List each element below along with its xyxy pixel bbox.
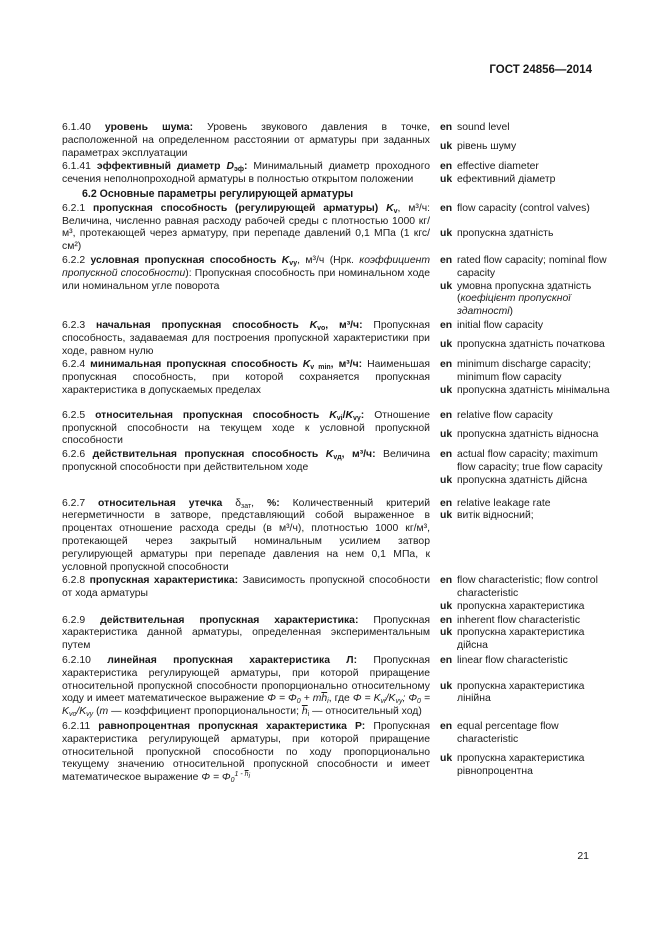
subs-i: i <box>327 698 329 706</box>
section-heading: 6.2 Основные параметры регулирующей арматуры <box>82 187 354 200</box>
e7-num: 6.2.7 <box>62 497 86 509</box>
lang-en: en <box>440 655 453 667</box>
term-translations <box>440 161 617 187</box>
lang-uk: uk <box>440 510 453 522</box>
lang-en: en <box>440 497 453 509</box>
term-translations <box>440 615 617 653</box>
units-K: K <box>79 706 87 718</box>
e10-f_h: $\overline{h}$ <box>244 771 249 779</box>
subs-o: 0 <box>230 777 235 785</box>
units-K: K <box>386 202 394 214</box>
term-entry <box>62 410 607 448</box>
units-phi: Φ <box>352 693 362 705</box>
lang-en: en <box>440 721 453 733</box>
term-translations <box>440 449 617 487</box>
page-number: 21 <box>577 850 589 862</box>
e10-uk: пропускна характеристика лінійна <box>457 680 585 705</box>
e3-sub: vo <box>317 324 326 332</box>
term-definition <box>62 721 430 785</box>
term-translations <box>440 359 617 397</box>
units-K: K <box>345 409 353 421</box>
document-header: ГОСТ 24856—2014 <box>489 64 592 76</box>
term-entry <box>62 498 607 575</box>
e40-uk: рівень шуму <box>457 141 517 153</box>
term-translations <box>440 498 617 575</box>
term-entry <box>62 203 607 254</box>
e4-term: минимальная пропускная способность <box>90 359 298 371</box>
e6-uk: пропускна здатність дійсна <box>457 474 588 486</box>
e4-sub: v min <box>310 364 331 372</box>
units-m3h: м³/ч <box>339 319 360 331</box>
term-entry <box>62 655 607 719</box>
e1-en: flow capacity (control valves) <box>457 202 590 214</box>
e10-num: 6.2.10 <box>62 655 91 667</box>
e6-sub: vд <box>333 454 342 462</box>
e9-en: inherent flow characteristic <box>457 614 581 626</box>
lang-en: en <box>440 359 453 371</box>
e40-num: 6.1.40 <box>62 122 91 133</box>
lang-en: en <box>440 122 453 133</box>
e9-uk: пропускна характеристика дійсна <box>457 627 585 652</box>
e1-uk: пропускна здатність <box>457 228 554 240</box>
units-phi: Φ <box>201 772 211 784</box>
subs-vo: vo <box>68 711 77 719</box>
e5-sub1: vi <box>336 414 343 422</box>
e4-en: minimum discharge capacity; minimum flow capacity <box>457 359 591 384</box>
lang-uk: uk <box>440 627 453 639</box>
e6-term: действительная пропускная способность <box>92 449 319 461</box>
term-translations <box>440 721 617 785</box>
lang-uk: uk <box>440 339 453 351</box>
lang-en: en <box>440 614 453 626</box>
e11-en: equal percentage flow characteristic <box>457 721 559 745</box>
units-phi: Φ <box>288 693 297 705</box>
units-K: K <box>302 359 311 371</box>
ops-slash: / <box>385 693 389 705</box>
units-K: K <box>62 706 69 718</box>
lang-en: en <box>440 254 453 266</box>
subs-vy: vy <box>86 711 94 719</box>
term-entry <box>62 449 607 487</box>
document-body <box>62 122 610 786</box>
e40-term: уровень шума: <box>104 122 194 133</box>
lang-uk: uk <box>440 680 453 692</box>
e3-num: 6.2.3 <box>62 319 86 331</box>
term-translations <box>440 203 617 254</box>
e1-term: пропускная способность (регулирующей арматуры) <box>92 202 379 214</box>
e5-sub2: vy <box>352 414 361 422</box>
units-K: K <box>329 409 337 421</box>
term-translations <box>440 320 617 358</box>
subs-vy: vy <box>395 698 403 706</box>
e2-en: rated flow capacity; nominal flow capacity <box>457 254 607 279</box>
e41-en: effective diameter <box>457 161 539 173</box>
e10-f_where: , где <box>328 693 350 705</box>
subs-vi: vi <box>380 698 386 706</box>
e3-en: initial flow capacity <box>457 319 544 331</box>
e10-f_m: m <box>312 693 322 705</box>
e8-def: Зависимость пропускной способности от хода арматуры <box>62 575 431 600</box>
e5-uk: пропускна здатність відносна <box>457 428 599 440</box>
term-definition <box>62 655 430 719</box>
units-K: K <box>325 449 334 461</box>
e10-f_note1: ( <box>96 706 100 718</box>
ops-slash: / <box>76 706 80 718</box>
e40-def: Уровень звукового давления в точке, расположенной на определенном расстоянии от арматуры при заданных параметрах эксплуатации <box>62 122 431 159</box>
lang-en: en <box>440 319 453 331</box>
units-m3h: м³/ч <box>338 359 359 371</box>
term-definition: 6.2.6 действительная пропускная способность $K_{vд}$, м³/ч: Величина пропускной способности при действительном ходе <box>62 449 430 473</box>
e6-def: Величина пропускной способности при действительном ходе <box>62 449 430 473</box>
e41-def: Минимальный диаметр проходного сечения неполнопроходной арматуры в полностью открытом положении <box>62 161 431 186</box>
e6-num: 6.2.6 <box>62 449 86 461</box>
ops-colon: : <box>243 161 248 173</box>
e41-term: эффективный диаметр <box>96 161 221 173</box>
e2-term: условная пропускная способность <box>90 254 277 266</box>
e3-term: начальная пропускная способность <box>95 319 299 331</box>
e41-sub: эф <box>233 166 244 174</box>
e9-num: 6.2.9 <box>62 614 86 626</box>
term-translations <box>440 122 617 160</box>
units-K: K <box>388 693 396 705</box>
term-entry <box>62 721 607 785</box>
e2-uk_end: ) <box>509 306 514 318</box>
e2-nrk: (Нрк. <box>329 254 354 266</box>
formula <box>267 693 329 704</box>
units-K: K <box>309 319 318 331</box>
lang-uk: uk <box>440 600 453 612</box>
lang-en: en <box>440 202 453 214</box>
lang-uk: uk <box>440 228 453 240</box>
term-definition: 6.2.7 относительная утечка $\delta_{зат}$, %: Количественный критерий негерметичности в затворе, представляющий собой выраженное в процентах отношение расхода среды (в м³/ч), плотностью 1000 кг/м³, протекающей через закрытый номинальным усилием затвор регулирующей арматуры при перепаде давления на нем 0,1 МПа, к условной пропускной способности <box>62 497 431 573</box>
e10-en: linear flow characteristic <box>457 655 568 667</box>
term-entry <box>62 575 607 613</box>
e11-exp: 1 - <box>234 771 245 779</box>
term-entry <box>62 615 607 653</box>
e8-en: flow characteristic; flow control characteristic <box>457 575 598 600</box>
e5-term: относительная пропускная способность <box>95 409 320 421</box>
e10-def: Пропускная характеристика регулирующей арматуры, при которой приращение относительной пропускной способности пропорционально относительному ходу и имеет математическое выражение <box>62 655 431 705</box>
e11-def: Пропускная характеристика регулирующей арматуры, при которой приращение относительной пропускной способности по ходу пропорционально текущему значению относительной пропускной способности и имеет математическое выражение <box>62 721 431 784</box>
term-entry <box>62 122 607 160</box>
e7-sym: δ <box>235 497 242 509</box>
e9-term: действительная пропускная характеристика: <box>100 614 359 626</box>
e7-def: Количественный критерий негерметичности в затворе, представляющий собой выраженное в процентах отношение расхода среды (в м³/ч), плотностью 1000 кг/м³, протекающей через закрытый номинальным усилием затвор регулирующей арматуры при перепаде давления на нем 0,1 МПа, к условной пропускной способности <box>62 497 431 573</box>
e7-uk: витік відносний; <box>457 510 534 522</box>
e8-num: 6.2.8 <box>62 575 86 587</box>
units-m3h: м³/ч <box>352 449 373 461</box>
lang-uk: uk <box>440 141 453 153</box>
term-entry <box>62 359 610 397</box>
term-definition: 6.2.4 минимальная пропускная способность $K_{v min}$, м³/ч: Наименьшая пропускная способность, при которой сохраняется пропускная характеристика в допускаемых пределах <box>62 359 431 396</box>
e40-en: sound level <box>457 122 510 133</box>
e11-term: равнопроцентная пропускная характеристика Р: <box>98 721 366 733</box>
e2-num: 6.2.2 <box>62 254 86 266</box>
subs-i: i <box>248 773 251 781</box>
lang-uk: uk <box>440 384 453 396</box>
term-entry <box>62 255 607 319</box>
ops-plus: + <box>300 693 313 705</box>
e5-en: relative flow capacity <box>457 409 553 421</box>
e7-unit: %: <box>266 497 280 509</box>
term-translations <box>440 655 617 719</box>
term-definition <box>62 122 430 160</box>
ops-eq: = <box>210 772 222 784</box>
lang-uk: uk <box>440 280 453 292</box>
e3-def: Пропускная способность, задаваемая для построения пропускной характеристики при ходе, равном нулю <box>62 319 431 357</box>
e4-uk: пропускна здатність мінімальна <box>457 384 610 396</box>
lang-en: en <box>440 409 453 421</box>
lang-uk: uk <box>440 428 453 440</box>
e7-term: относительная утечка <box>98 497 223 509</box>
e8-term: пропускная характеристика: <box>89 575 239 587</box>
subs-o: 0 <box>417 698 421 706</box>
e6-en: actual flow capacity; maximum flow capacity; true flow capacity <box>457 449 603 473</box>
units-m3h: м³/ч <box>408 202 428 214</box>
ops-eq: = <box>420 693 431 705</box>
lang-en: en <box>440 449 453 461</box>
e1-sub: v <box>393 207 398 215</box>
e11-uk: пропускна характеристика рівнопроцентна <box>457 753 585 777</box>
term-entry <box>62 161 607 187</box>
e5-def: Отношение пропускной способности на текущем ходе к условной пропускной способности <box>62 409 430 447</box>
e2-uk_it: коефіцієнт пропускної здатності <box>457 293 571 318</box>
e41-num: 6.1.41 <box>62 161 91 173</box>
term-definition <box>62 615 430 653</box>
lang-en: en <box>440 575 453 587</box>
subs-o: 0 <box>296 698 301 706</box>
e41-uk: ефективний діаметр <box>457 174 556 186</box>
units-K: K <box>373 693 381 705</box>
ops-eq: = <box>361 693 374 705</box>
e2-uk: умовна пропускна здатність ( <box>457 280 592 305</box>
e11-num: 6.2.11 <box>62 721 91 733</box>
term-definition: 6.2.5 относительная пропускная способность $K_{vi}/K_{vy}$: Отношение пропускной способности на текущем ходе к условной пропускной способности <box>62 409 430 447</box>
e1-num: 6.2.1 <box>62 202 86 214</box>
e9-def: Пропускная характеристика данной арматуры, определенная экспериментальным путем <box>62 614 431 652</box>
e4-def: Наименьшая пропускная способность, при которой сохраняется пропускная характеристика в допускаемых пределах <box>62 359 431 396</box>
lang-uk: uk <box>440 753 453 765</box>
e7-sub: зат <box>241 502 252 510</box>
e8-uk: пропускна характеристика <box>457 600 585 612</box>
e41-sym: D <box>226 161 234 173</box>
e2-def: ): Пропускная способность при номинальном ходе или номинальном угле поворота <box>62 267 430 292</box>
lang-en: en <box>440 161 453 173</box>
units-phi: Φ <box>267 693 276 705</box>
e10-f_note2: — коэффициент пропорциональности; <box>108 706 302 718</box>
e10-f_h: $\overline{h}$ <box>301 706 308 718</box>
units-m3h: м³/ч <box>305 254 325 266</box>
term-translations <box>440 575 617 613</box>
e10-term: линейная пропускная характеристика Л: <box>107 655 358 667</box>
e5-num: 6.2.5 <box>62 409 86 421</box>
term-definition <box>62 575 430 613</box>
units-phi: Φ <box>221 772 231 784</box>
formula <box>201 772 250 783</box>
e3-uk: пропускна здатність початкова <box>457 339 605 351</box>
e2-sub: vy <box>289 259 298 267</box>
term-definition: 6.2.2 условная пропускная способность $K_{vy}$, м³/ч (Нрк. коэффициент пропускной способности): Пропускная способность при номинальном ходе или номинальном угле поворота <box>62 254 430 292</box>
e10-f_note3: — относительный ход) <box>309 706 422 718</box>
e1-def: Величина, численно равная расходу рабочей среды с плотностью 1000 кг/м³, протекающей через арматуру, при перепаде давлений 0,1 МПа (1 кгс/см²) <box>62 215 430 253</box>
e2-nrk_term: коэффициент пропускной способности <box>62 254 430 279</box>
term-entry <box>62 320 607 358</box>
term-definition: 6.2.1 пропускная способность (регулирующей арматуры) $K_v$, м³/ч: Величина, численно равная расходу рабочей среды с плотностью 1000 кг/м³, протекающей через арматуру, при перепаде давлений 0,1 МПа (1 кгс/см²) <box>62 202 431 253</box>
term-definition: 6.2.3 начальная пропускная способность $K_{vo}$, м³/ч: Пропускная способность, задаваемая для построения пропускной характеристики при ходе, равном нулю <box>62 319 431 357</box>
units-K: K <box>281 254 290 266</box>
term-definition <box>62 161 430 187</box>
e4-num: 6.2.4 <box>62 359 86 371</box>
lang-uk: uk <box>440 174 453 186</box>
subs-i: i <box>307 711 310 719</box>
e10-f_m: m <box>99 706 109 718</box>
ops-eq: = <box>275 693 289 705</box>
term-translations <box>440 410 617 448</box>
term-translations <box>440 255 617 319</box>
e10-f_h: $\overline{h}$ <box>321 693 328 705</box>
ops-semi: ; <box>402 693 409 705</box>
e7-en: relative leakage rate <box>457 497 551 509</box>
lang-uk: uk <box>440 474 453 486</box>
units-phi: Φ <box>408 693 418 705</box>
